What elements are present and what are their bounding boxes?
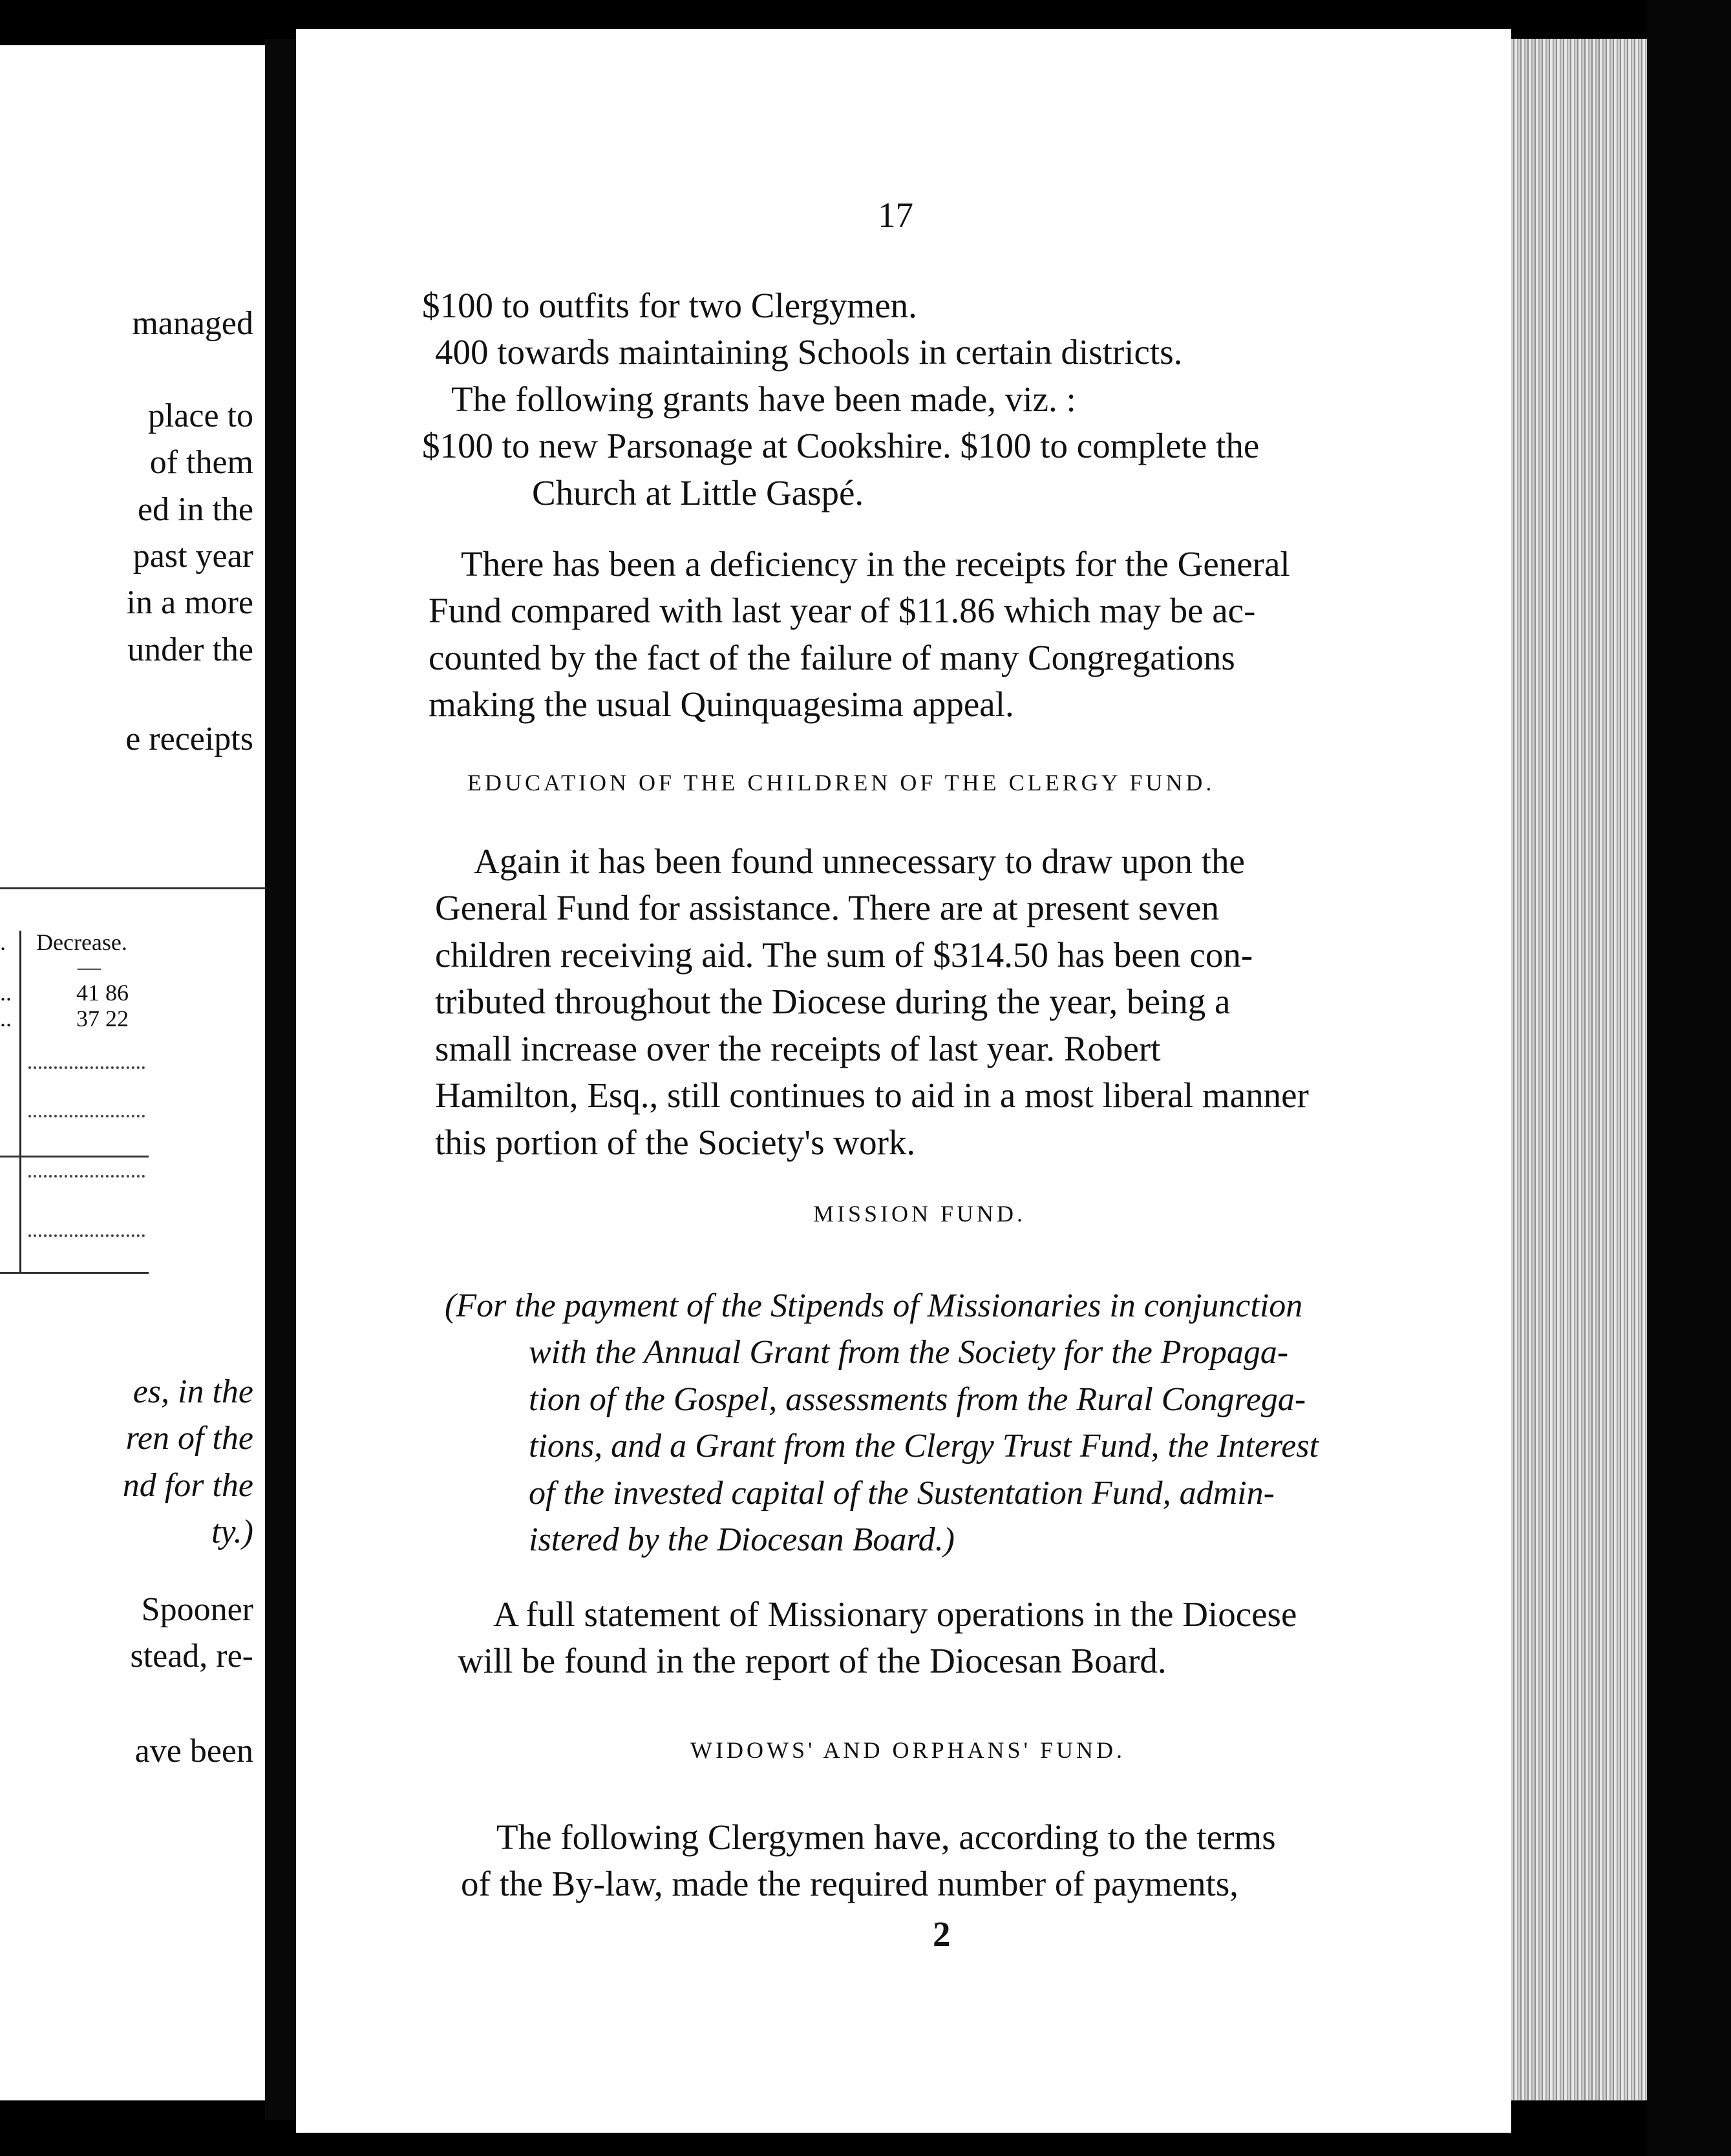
table-row-stub: . [0,929,6,955]
widows-line: of the By-law, made the required number of payments, [461,1864,1238,1903]
heading-widows-orphans-fund: WIDOWS' AND ORPHANS' FUND. [690,1737,1126,1763]
table-column-divider [19,931,21,1273]
table-value: 41 86 [76,980,129,1006]
mission-italic-line: tion of the Gospel, assessments from the Rural Congrega- [529,1381,1306,1418]
signature-mark: 2 [933,1914,951,1954]
table-value: 37 22 [76,1006,129,1031]
left-fragment: ty.) [211,1514,253,1550]
table-dash: — [78,954,101,980]
table-row-stub: .. [0,1006,12,1031]
left-fragment: ren of the [125,1420,253,1457]
education-line: General Fund for assistance. There are at present seven [435,888,1220,927]
education-line: tributed throughout the Diocese during the year, being a [435,982,1231,1021]
right-page [296,29,1511,2133]
table-dot-leader [28,1066,145,1069]
mission-italic-line: tions, and a Grant from the Clergy Trust Fund, the Interest [529,1428,1319,1464]
table-dot-leader [28,1175,145,1178]
education-line: small increase over the receipts of last year. Robert [435,1029,1161,1068]
left-fragment: of them [149,444,253,481]
table-rule [0,1272,149,1274]
intro-line: $100 to outfits for two Clergymen. [422,286,917,325]
table-dot-leader [28,1115,145,1117]
deficiency-line: making the usual Quinquagesima appeal. [429,684,1014,724]
mission-italic-line: of the invested capital of the Sustentation Fund, admin- [529,1475,1275,1512]
left-fragment: Spooner [141,1591,253,1628]
left-fragment: ed in the [137,491,253,528]
table-row-stub: .. [0,980,12,1006]
missionary-ops-line: A full statement of Missionary operations in the Diocese [493,1594,1297,1634]
intro-line: Church at Little Gaspé. [532,473,864,513]
missionary-ops-line: will be found in the report of the Diocesan Board. [458,1641,1167,1680]
left-fragment: e receipts [125,721,253,757]
table-header-decrease: Decrease. [36,929,127,955]
book-gutter [265,39,296,2120]
left-fragment: managed [132,305,253,342]
intro-line: The following grants have been made, viz. : [451,379,1076,419]
mission-italic-line: istered by the Diocesan Board.) [529,1521,955,1558]
deficiency-line: Fund compared with last year of $11.86 which may be ac- [429,591,1256,630]
book-page-edges [1511,39,1647,2100]
mission-italic-line: (For the payment of the Stipends of Missionaries in conjunction [445,1287,1303,1324]
education-line: children receiving aid. The sum of $314.50 has been con- [435,935,1253,975]
left-fragment: in a more [126,584,253,621]
left-page-fragment [0,45,265,2100]
table-dot-leader [28,1234,145,1237]
intro-line: $100 to new Parsonage at Cookshire. $100 to complete the [422,426,1260,465]
mission-italic-line: with the Annual Grant from the Society for the Propaga- [529,1334,1289,1371]
deficiency-line: There has been a deficiency in the receipts for the General [461,544,1290,584]
page-number: 17 [878,195,913,235]
education-line: Hamilton, Esq., still continues to aid in a most liberal manner [435,1075,1309,1115]
intro-line: 400 towards maintaining Schools in certain districts. [435,332,1183,372]
widows-line: The following Clergymen have, according to the terms [496,1817,1276,1857]
heading-mission-fund: MISSION FUND. [813,1201,1026,1227]
education-line: Again it has been found unnecessary to draw upon the [474,841,1245,881]
left-fragment: stead, re- [130,1638,253,1675]
table-rule [0,887,265,889]
left-fragment: ave been [134,1733,253,1770]
deficiency-line: counted by the fact of the failure of many Congregations [429,638,1235,677]
left-fragment: past year [133,538,253,575]
scan-border [1647,0,1731,2156]
heading-education-fund: EDUCATION OF THE CHILDREN OF THE CLERGY FUND. [467,770,1215,796]
left-fragment: es, in the [133,1373,253,1410]
left-fragment: under the [127,631,253,668]
table-rule [0,1156,149,1157]
left-fragment: nd for the [122,1467,253,1504]
education-line: this portion of the Society's work. [435,1123,916,1162]
left-fragment: place to [147,397,253,434]
